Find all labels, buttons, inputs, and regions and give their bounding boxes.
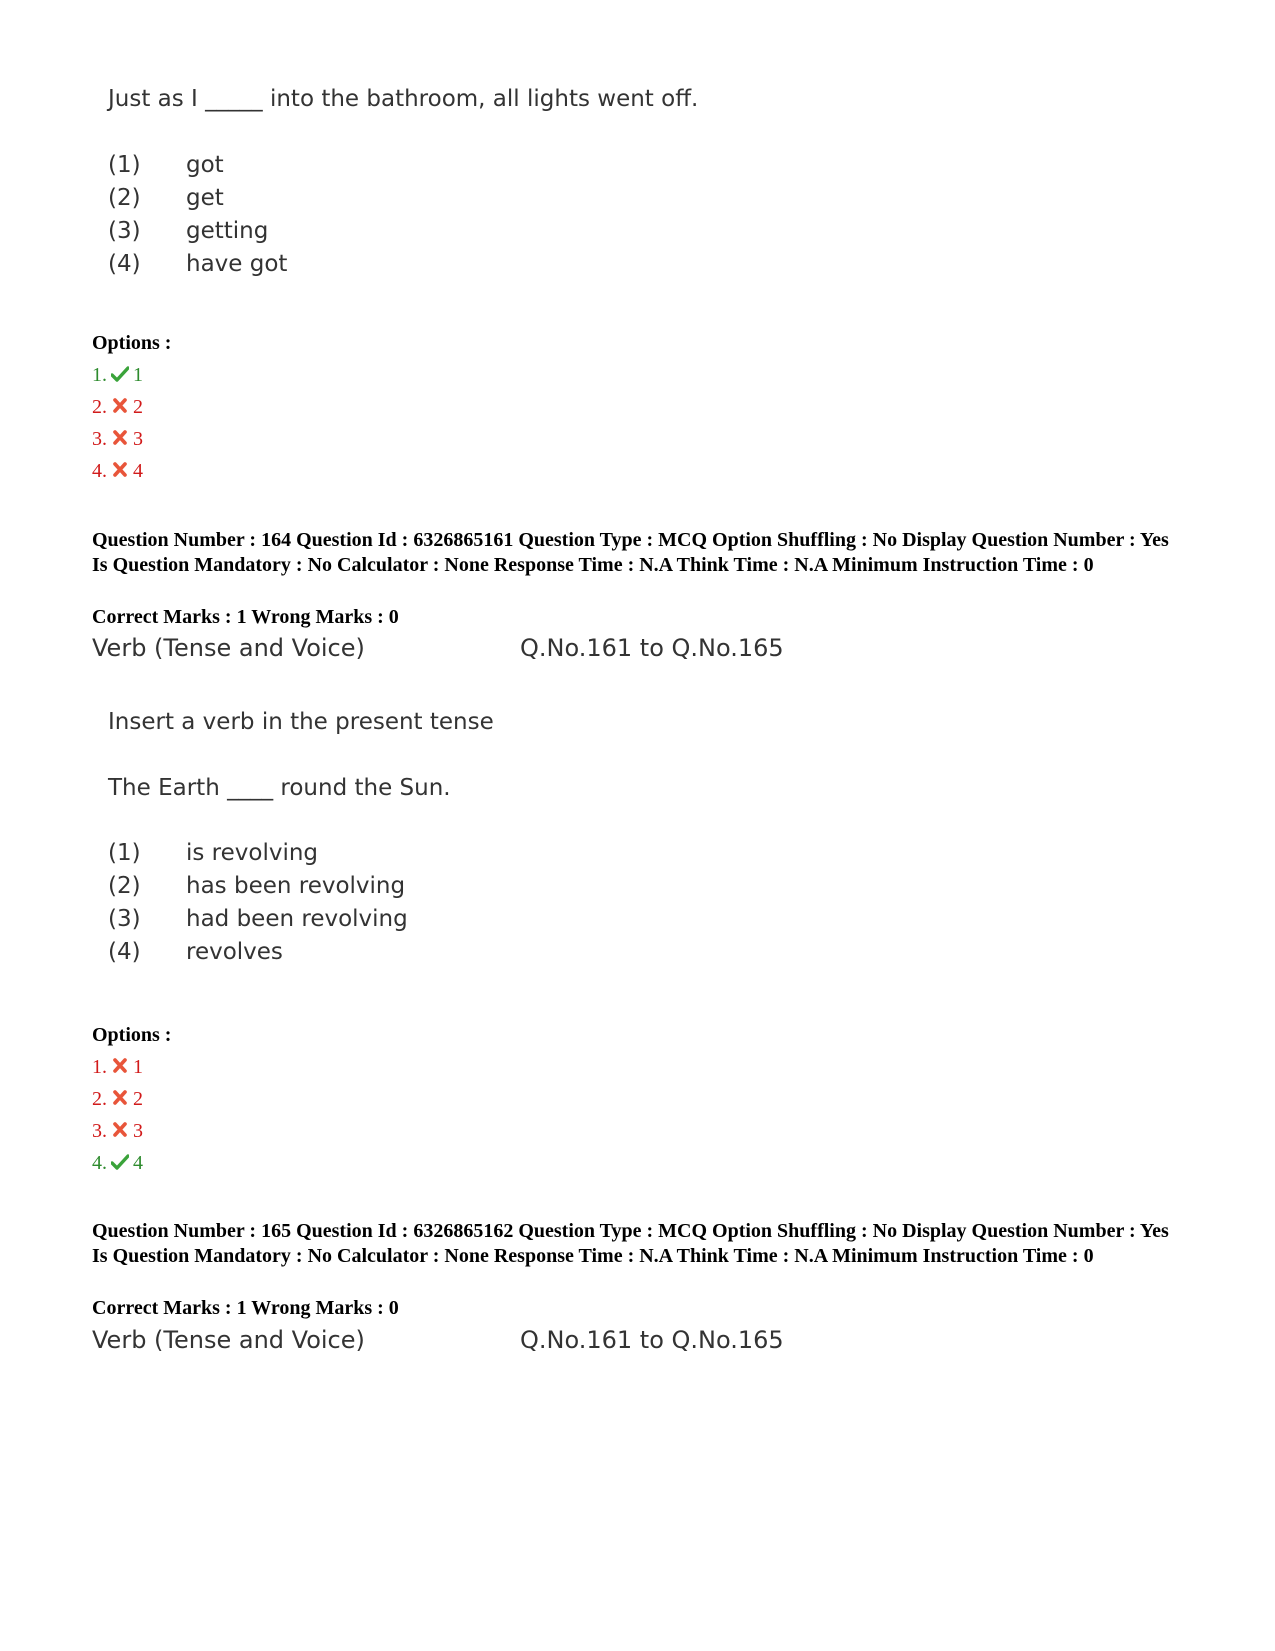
choice-text: got [186, 152, 224, 178]
option-value: 3 [133, 428, 143, 450]
options-heading: Options : [92, 332, 172, 354]
section-range: Q.No.161 to Q.No.165 [520, 634, 784, 662]
section-title: Verb (Tense and Voice) [92, 1326, 365, 1354]
option-index: 2. [92, 396, 107, 418]
question-stem: Just as I _____ into the bathroom, all lights went off. [108, 86, 699, 112]
cross-icon [111, 1122, 129, 1138]
option-row [92, 1152, 143, 1175]
option-value: 2 [133, 396, 143, 418]
option-value: 3 [133, 1120, 143, 1142]
choice-text: had been revolving [186, 906, 408, 932]
check-icon [111, 366, 129, 382]
option-row [92, 428, 143, 451]
option-index: 3. [92, 1120, 107, 1142]
section-range: Q.No.161 to Q.No.165 [520, 1326, 784, 1354]
options-heading: Options : [92, 1024, 172, 1046]
choice-number: (3) [108, 906, 141, 932]
option-row [92, 364, 143, 387]
choice-text: get [186, 185, 224, 211]
option-index: 2. [92, 1088, 107, 1110]
option-value: 1 [133, 1056, 143, 1078]
option-index: 3. [92, 428, 107, 450]
option-value: 4 [133, 460, 143, 482]
choice-number: (1) [108, 152, 141, 178]
option-row [92, 1088, 143, 1111]
choice-number: (4) [108, 939, 141, 965]
cross-icon [111, 398, 129, 414]
choice-text: has been revolving [186, 873, 406, 899]
option-value: 1 [133, 364, 143, 386]
choice-text: have got [186, 251, 288, 277]
cross-icon [111, 462, 129, 478]
question-meta: Question Number : 165 Question Id : 6326865162 Question Type : MCQ Option Shuffling : No Display Question Number : Yes Is Question Mandatory : No Calculator : None Response Time : N.A Think Time : N.A Minimum Instruction Time : 0 [92, 1220, 1169, 1267]
choice-number: (1) [108, 840, 141, 866]
option-value: 2 [133, 1088, 143, 1110]
choice-number: (2) [108, 873, 141, 899]
choice-text: getting [186, 218, 269, 244]
option-row [92, 396, 143, 419]
cross-icon [111, 1090, 129, 1106]
option-row [92, 460, 143, 483]
section-title: Verb (Tense and Voice) [92, 634, 365, 662]
option-row [92, 1120, 143, 1143]
option-index: 4. [92, 460, 107, 482]
question-marks: Correct Marks : 1 Wrong Marks : 0 [92, 1297, 399, 1319]
choice-text: revolves [186, 939, 283, 965]
option-value: 4 [133, 1152, 143, 1174]
choice-number: (2) [108, 185, 141, 211]
choice-number: (4) [108, 251, 141, 277]
option-index: 1. [92, 1056, 107, 1078]
question-instruction: Insert a verb in the present tense [108, 709, 494, 735]
option-index: 1. [92, 364, 107, 386]
check-icon [111, 1154, 129, 1170]
choice-text: is revolving [186, 840, 319, 866]
question-meta: Question Number : 164 Question Id : 6326865161 Question Type : MCQ Option Shuffling : No Display Question Number : Yes Is Question Mandatory : No Calculator : None Response Time : N.A Think Time : N.A Minimum Instruction Time : 0 [92, 529, 1169, 576]
cross-icon [111, 1058, 129, 1074]
question-stem: The Earth ____ round the Sun. [108, 775, 451, 801]
option-index: 4. [92, 1152, 107, 1174]
option-row [92, 1056, 143, 1079]
choice-number: (3) [108, 218, 141, 244]
question-marks: Correct Marks : 1 Wrong Marks : 0 [92, 606, 399, 628]
cross-icon [111, 430, 129, 446]
